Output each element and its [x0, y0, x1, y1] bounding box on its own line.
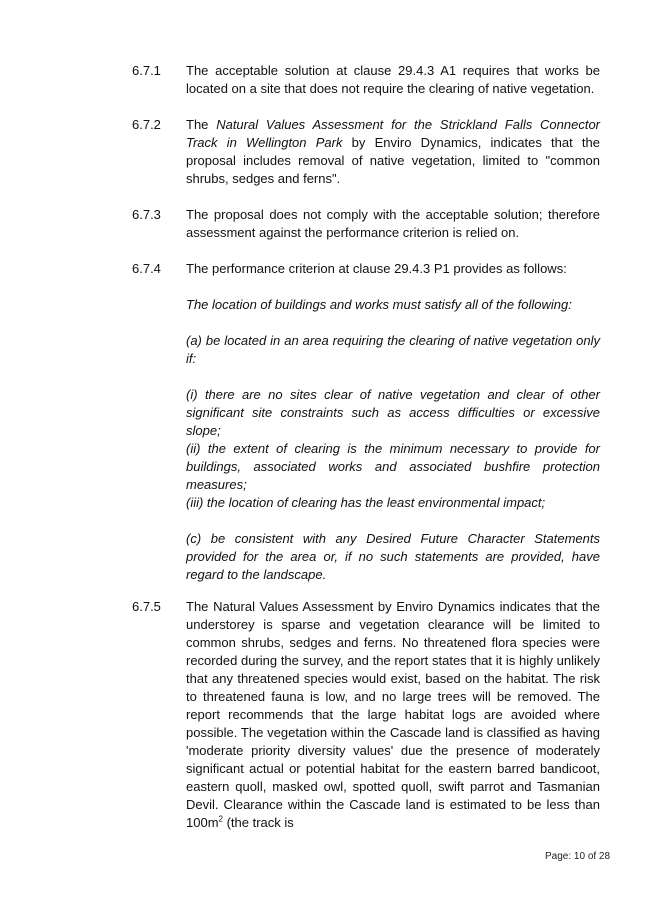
clause-paragraph	[186, 598, 600, 832]
quote-intro: The location of buildings and works must satisfy all of the following:	[186, 297, 572, 312]
document-title-italic: Natural Values Assessment for the Strickland Falls Connector Track in Wellington Park	[186, 117, 600, 150]
clause-paragraph	[186, 116, 600, 188]
text-span: The	[186, 117, 217, 132]
text-span: (the track is	[222, 815, 294, 830]
quote-item-ii: (ii) the extent of clearing is the minimum necessary to provide for buildings, associated works and associated bushfire protection measures;	[186, 441, 600, 492]
clause-text	[186, 206, 600, 242]
clause-number: 6.7.4	[132, 261, 161, 276]
clause-number: 6.7.5	[132, 599, 161, 614]
clause-number: 6.7.3	[132, 207, 161, 222]
text-span: by Enviro Dynamics, indicates that the proposal includes removal of native vegetation, limited to "common shrubs, sedges and ferns".	[186, 135, 600, 186]
clause-paragraph: The acceptable solution at clause 29.4.3 A1 requires that works be located on a site that does not require the clearing of native vegetation.	[186, 63, 600, 96]
clause-number: 6.7.1	[132, 63, 161, 78]
clause-paragraph: The proposal does not comply with the acceptable solution; therefore assessment against the performance criterion is relied on.	[186, 207, 600, 240]
superscript: 2	[218, 814, 223, 824]
clause-text	[186, 62, 600, 98]
quote-item-iii: (iii) the location of clearing has the least environmental impact;	[186, 495, 546, 510]
text-span: The Natural Values Assessment by Enviro Dynamics indicates that the understorey is sparse and vegetation clearance will be limited to common shrubs, sedges and ferns. No threatened flora species were recorded during the survey, and the report states that it is highly unlikely that any threatened species would exist, based on the habitat. The risk to threatened fauna is low, and no large trees will be removed. The report recommends that the large habitat logs are avoided where possible. The vegetation within the Cascade land is classified as having 'moderate priority diversity values' due the presence of moderately significant actual or potential habitat for the eastern barred bandicoot, eastern quoll, masked owl, spotted quoll, swift parrot and Tasmanian Devil. Clearance within the Cascade land is estimated to be less than 100m	[186, 599, 600, 830]
quote-item-i: (i) there are no sites clear of native vegetation and clear of other significant site constraints such as access difficulties or excessive slope;	[186, 387, 600, 438]
quote-item-c: (c) be consistent with any Desired Future Character Statements provided for the area or, if no such statements are provided, have regard to the landscape.	[186, 531, 600, 582]
clause-text	[186, 598, 600, 832]
quote-item-a: (a) be located in an area requiring the clearing of native vegetation only if:	[186, 333, 600, 366]
clause-text	[186, 260, 600, 584]
clause-text	[186, 116, 600, 188]
clause-paragraph: The performance criterion at clause 29.4.3 P1 provides as follows:	[186, 261, 567, 276]
page-number: Page: 10 of 28	[545, 851, 611, 862]
clause-number: 6.7.2	[132, 117, 161, 132]
